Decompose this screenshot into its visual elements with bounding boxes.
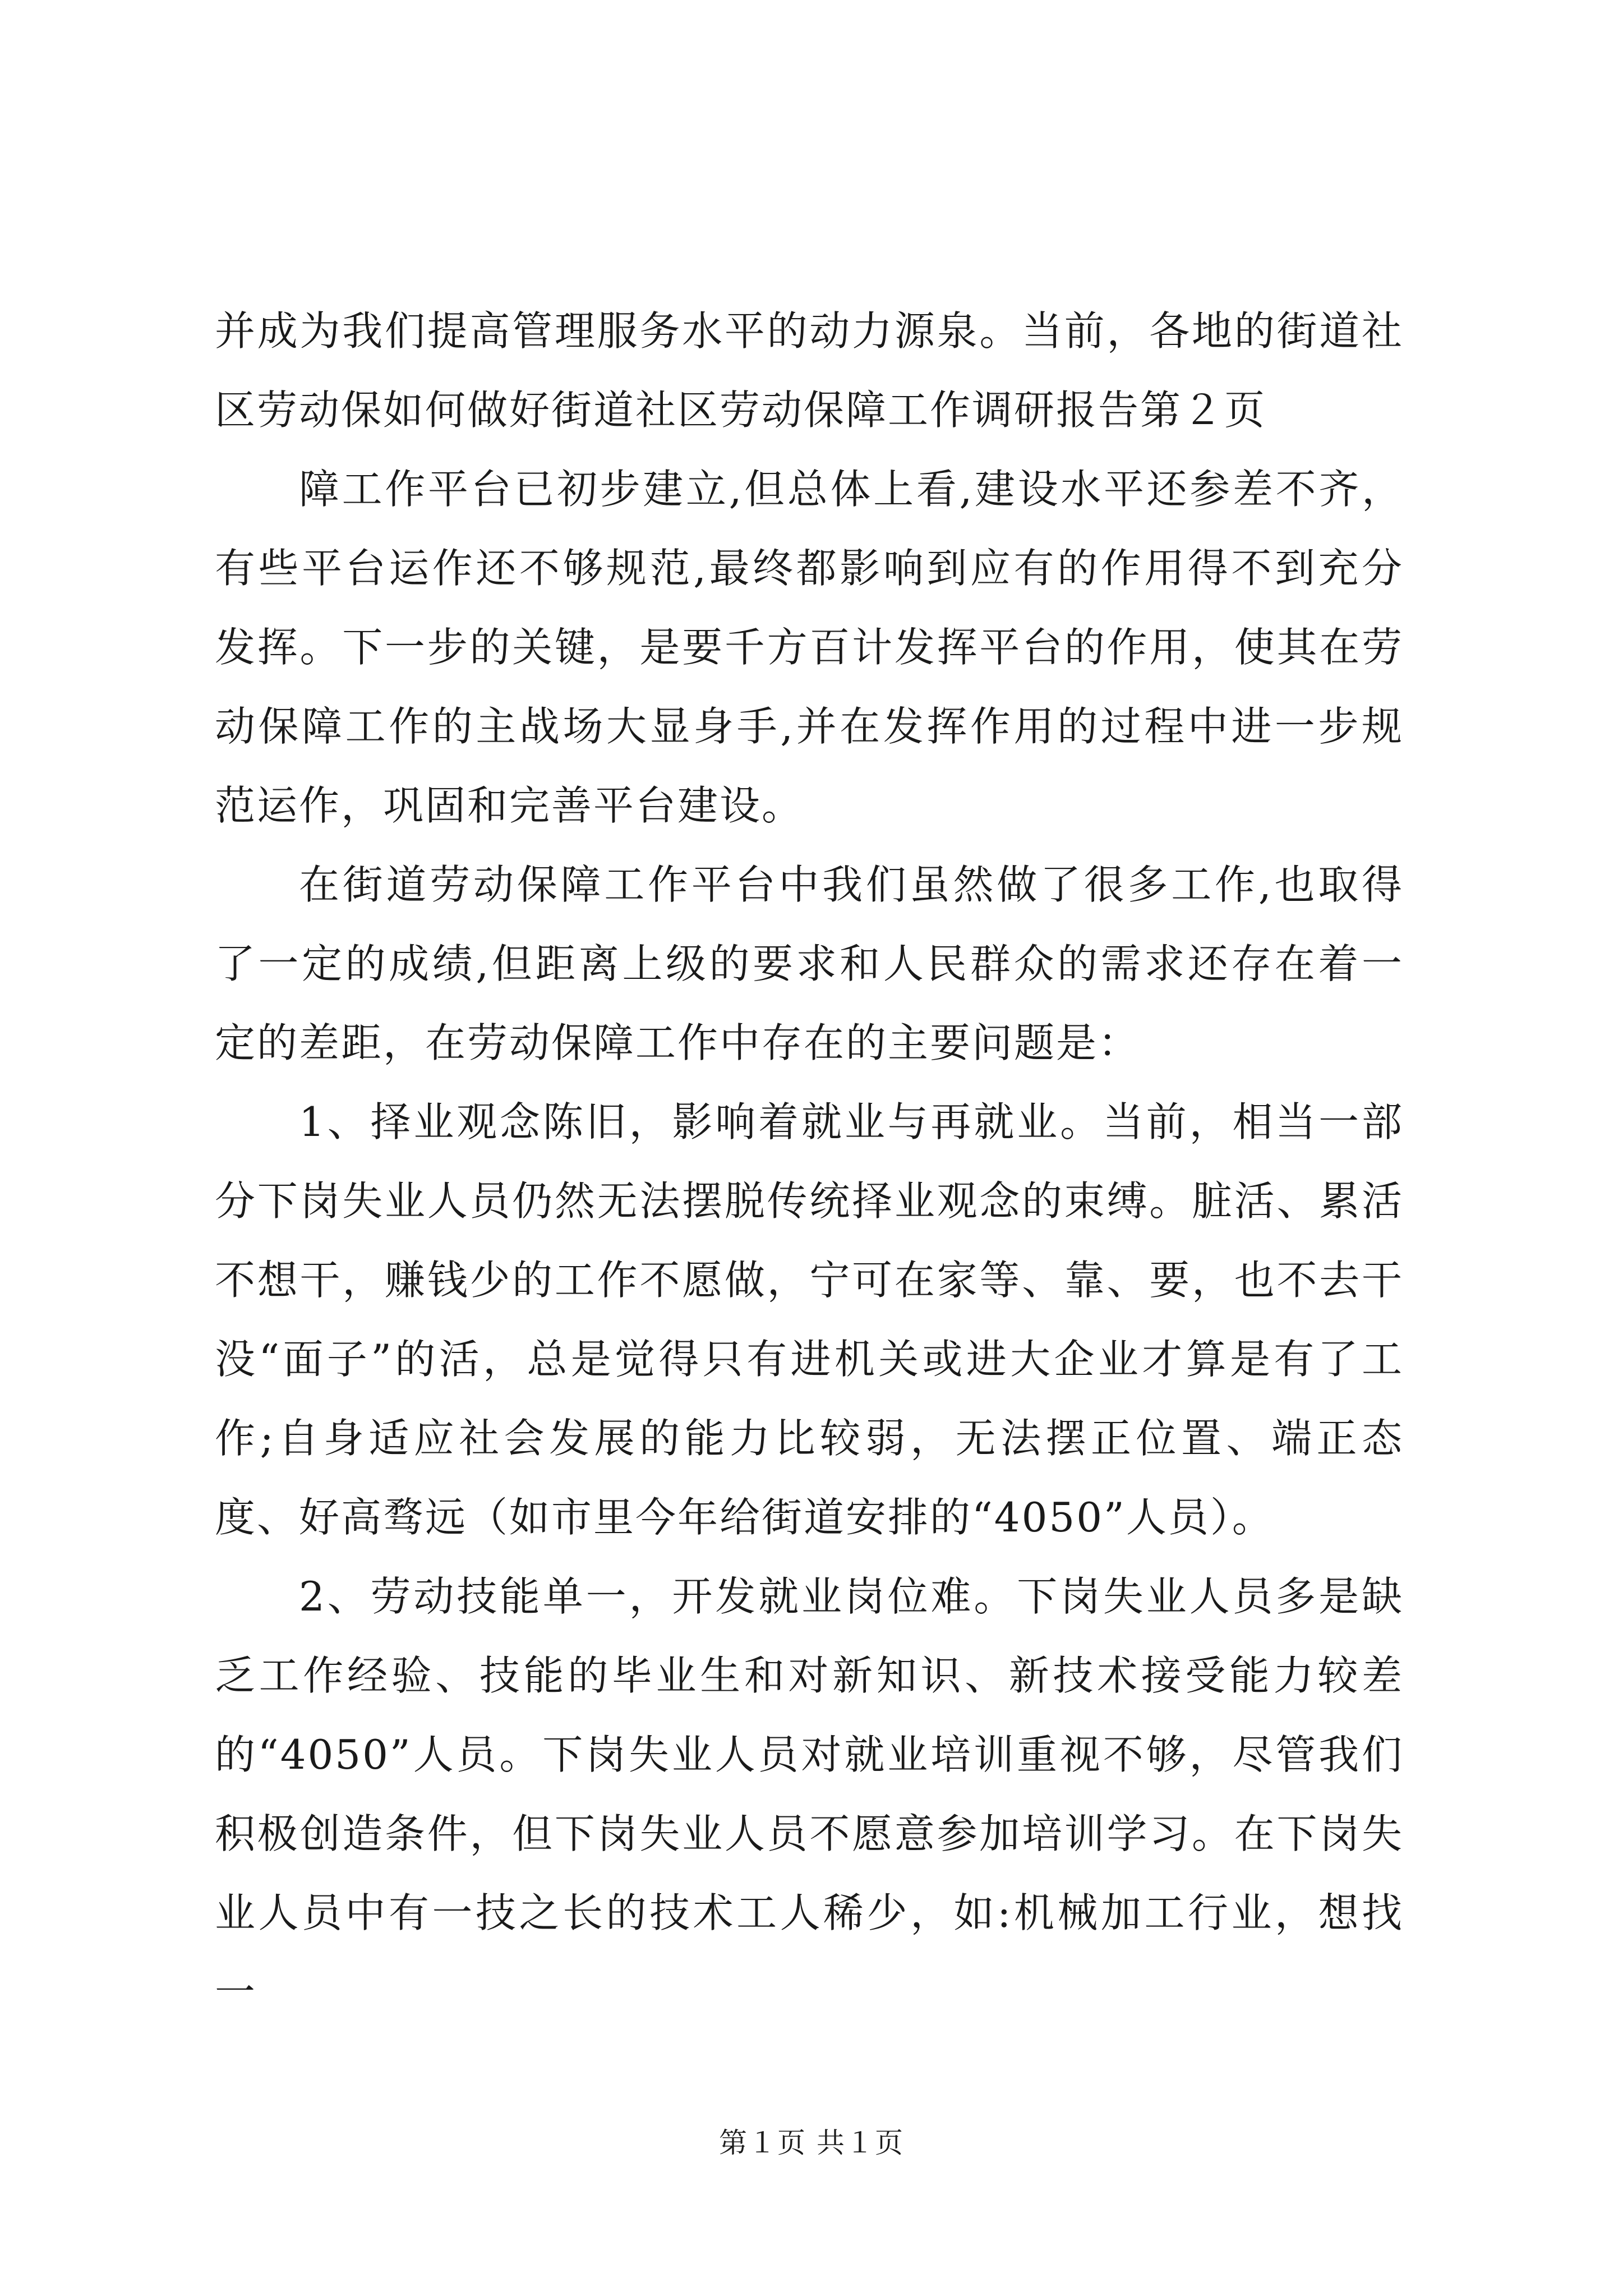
page-footer: 第１页 共１页 <box>719 2127 904 2159</box>
document-body <box>215 292 1404 2032</box>
paragraph-continuation: 并成为我们提高管理服务水平的动力源泉。当前，各地的街道社区劳动保如何做好街道社区劳动保障工作调研报告第２页 <box>215 307 1404 434</box>
paragraph-platform: 障工作平台已初步建立,但总体上看,建设水平还参差不齐，有些平台运作还不够规范,最终都影响到应有的作用得不到充分发挥。下一步的关键，是要千方百计发挥平台的作用，使其在劳动保障工作的主战场大显身手,并在发挥作用的过程中进一步规范运作，巩固和完善平台建设。 <box>215 466 1404 829</box>
paragraph-problem-2: 2、劳动技能单一，开发就业岗位难。下岗失业人员多是缺乏工作经验、技能的毕业生和对新知识、新技术接受能力较差的“4050”人员。下岗失业人员对就业培训重视不够，尽管我们积极创造条件，但下岗失业人员不愿意参加培训学习。在下岗失业人员中有一技之长的技术工人稀少，如:机械加工行业，想找一 <box>215 1573 1404 2016</box>
paragraph-problems-intro: 在街道劳动保障工作平台中我们虽然做了很多工作,也取得了一定的成绩,但距离上级的要求和人民群众的需求还存在着一定的差距，在劳动保障工作中存在的主要问题是： <box>215 861 1404 1066</box>
paragraph-problem-1: 1、择业观念陈旧，影响着就业与再就业。当前，相当一部分下岗失业人员仍然无法摆脱传统择业观念的束缚。脏活、累活不想干，赚钱少的工作不愿做，宁可在家等、靠、要，也不去干没“面子”的活，总是觉得只有进机关或进大企业才算是有了工作;自身适应社会发展的能力比较弱，无法摆正位置、端正态度、好高骛远（如市里今年给街道安排的“4050”人员）。 <box>215 1098 1404 1541</box>
